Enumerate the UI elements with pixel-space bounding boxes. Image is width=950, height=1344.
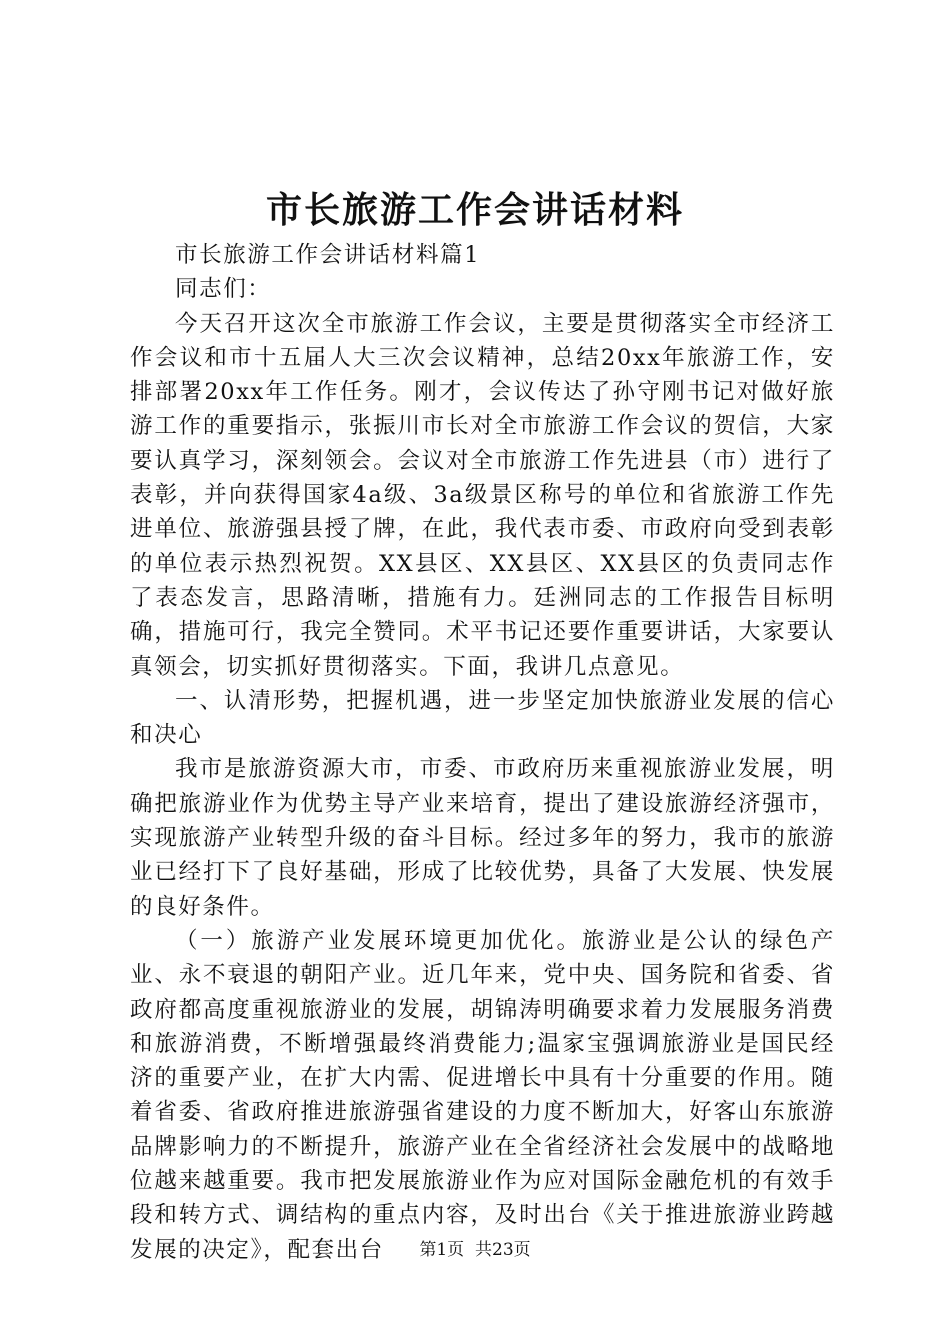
document-title: 市长旅游工作会讲话材料	[265, 189, 684, 231]
page-footer	[0, 1238, 950, 1262]
body-paragraph: 我市是旅游资源大市，市委、市政府历来重视旅游业发展，明确把旅游业作为优势主导产业来培育，提出了建设旅游经济强市，实现旅游产业转型升级的奋斗目标。经过多年的努力，我市的旅游业已经打下了良好基础，形成了比较优势，具备了大发展、快发展的良好条件。	[130, 756, 835, 920]
page-number: 第1页	[419, 1240, 465, 1260]
document-body	[130, 238, 835, 1267]
body-paragraph: （一）旅游产业发展环境更加优化。旅游业是公认的绿色产业、永不衰退的朝阳产业。近几年来，党中央、国务院和省委、省政府都高度重视旅游业的发展，胡锦涛明确要求着力发展服务消费和旅游消费，不断增强最终消费能力;温家宝强调旅游业是国民经济的重要产业，在扩大内需、促进增长中具有十分重要的作用。随着省委、省政府推进旅游强省建设的力度不断加大，好客山东旅游品牌影响力的不断提升，旅游产业在全省经济社会发展中的战略地位越来越重要。我市把发展旅游业作为应对国际金融危机的有效手段和转方式、调结构的重点内容，及时出台《关于推进旅游业跨越发展的决定》，配套出台	[130, 927, 835, 1263]
section-heading: 市长旅游工作会讲话材料篇1	[175, 242, 481, 268]
body-paragraph: 今天召开这次全市旅游工作会议，主要是贯彻落实全市经济工作会议和市十五届人大三次会议精神，总结20xx年旅游工作，安排部署20xx年工作任务。刚才，会议传达了孙守刚书记对做好旅游工作的重要指示，张振川市长对全市旅游工作会议的贺信，大家要认真学习，深刻领会。会议对全市旅游工作先进县（市）进行了表彰，并向获得国家4a级、3a级景区称号的单位和省旅游工作先进单位、旅游强县授了牌，在此，我代表市委、市政府向受到表彰的单位表示热烈祝贺。XX县区、XX县区、XX县区的负责同志作了表态发言，思路清晰，措施有力。廷洲同志的工作报告目标明确，措施可行，我完全赞同。术平书记还要作重要讲话，大家要认真领会，切实抓好贯彻落实。下面，我讲几点意见。	[130, 310, 835, 680]
salutation: 同志们：	[175, 276, 272, 303]
section-heading: 一、认清形势，把握机遇，进一步坚定加快旅游业发展的信心和决心	[130, 687, 835, 749]
page-total: 共23页	[475, 1240, 531, 1260]
